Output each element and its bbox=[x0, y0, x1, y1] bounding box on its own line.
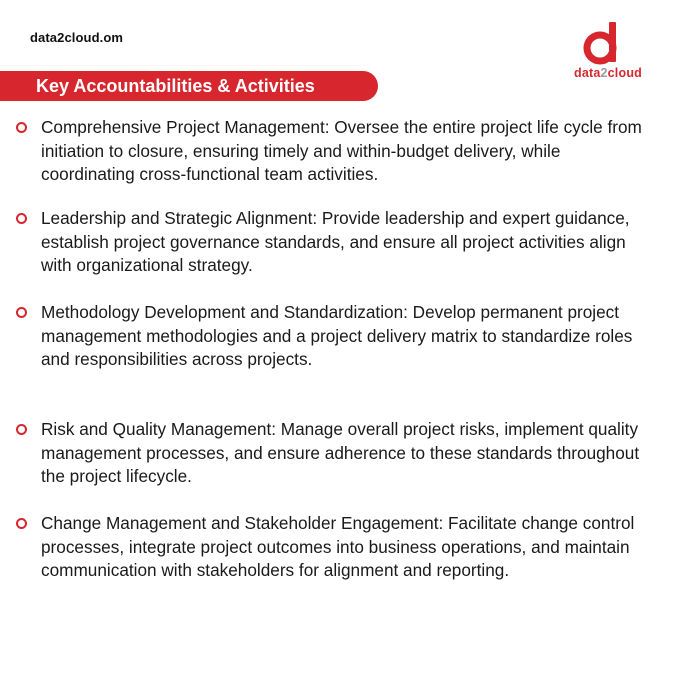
list-item-text: Methodology Development and Standardization: Develop permanent project management methodologies and a project delivery matrix to standardize roles and responsibilities across projects. bbox=[41, 302, 633, 369]
logo-wordmark-secondary: cloud bbox=[607, 66, 642, 80]
bullet-ring-icon bbox=[16, 518, 27, 529]
bullet-ring-icon bbox=[16, 122, 27, 133]
logo-wordmark-number: 2 bbox=[600, 66, 608, 80]
list-item-text: Change Management and Stakeholder Engagement: Facilitate change control processes, integrate project outcomes into business operations, and maintain communication with stakeholders for alignment and reporting. bbox=[41, 513, 635, 580]
list-item-text: Risk and Quality Management: Manage overall project risks, implement quality management processes, and ensure adherence to these standards throughout the project lifecycle. bbox=[41, 419, 640, 486]
logo-wordmark-primary: data bbox=[573, 66, 601, 80]
list-item-text: Leadership and Strategic Alignment: Provide leadership and expert guidance, establish project governance standards, and ensure all project activities align with organizational strategy. bbox=[41, 208, 630, 275]
bullet-ring-icon bbox=[16, 213, 27, 224]
bullet-ring-icon bbox=[16, 307, 27, 318]
bullet-ring-icon bbox=[16, 424, 27, 435]
section-title: Key Accountabilities & Activities bbox=[36, 76, 315, 96]
list-item-text: Comprehensive Project Management: Oversee the entire project life cycle from initiation to closure, ensuring timely and within-budget delivery, while coordinating cross-functional team activities. bbox=[41, 117, 642, 184]
site-url[interactable]: data2cloud.om bbox=[30, 30, 124, 45]
